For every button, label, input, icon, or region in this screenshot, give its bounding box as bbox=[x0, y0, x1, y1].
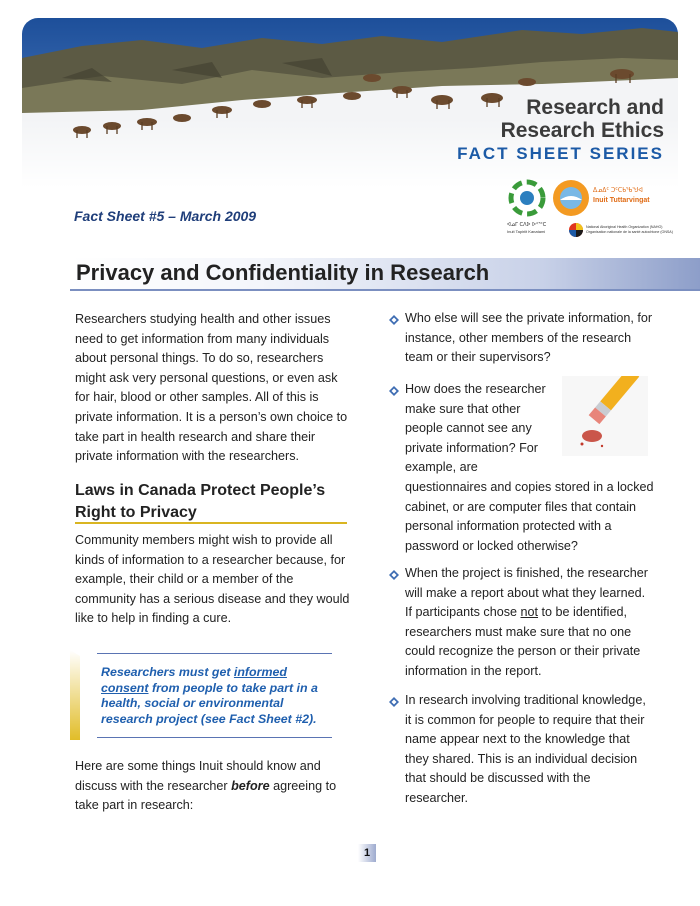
svg-text:Inuit Tuttarvingat: Inuit Tuttarvingat bbox=[593, 197, 650, 204]
intro-paragraph: Researchers studying health and other issues need to get information from many individuals about personal things. To do so, researchers might ask very personal questions, or even ask for hair, blood or other samples. All of this is private information. It is a person’s own choice to take part in health research and share their private information with the researchers. bbox=[75, 312, 348, 464]
diamond-bullet-icon bbox=[389, 570, 399, 580]
series-title bbox=[457, 96, 664, 165]
bullet-item-2-lines: How does the researcher make sure that other people cannot see any private information? For example, are bbox=[405, 382, 546, 475]
page-title: Privacy and Confidentiality in Research bbox=[76, 260, 490, 285]
bullet-item-3: When the project is finished, the researcher will make a report about what they learned. If participants chose not to be identified, researchers must make sure that no one could recognize the person or their private information in the report. bbox=[405, 566, 648, 678]
bullet-item-2-rest: questionnaires and copies stored in a locked cabinet, or are computer files that contain personal information protected with a password or locked otherwise? bbox=[405, 480, 654, 553]
bullet-item-4: In research involving traditional knowledge, it is common for people to require that their name appear next to the knowledge that they shared. This is an individual decision that should be discussed with the researcher. bbox=[405, 693, 646, 805]
svg-text:ᐊᓄᒥ ᑕᐱᐅ ᐅᑉᕐᑦᑕ: ᐊᓄᒥ ᑕᐱᐅ ᐅᑉᕐᑦᑕ bbox=[507, 222, 547, 228]
title-underline bbox=[70, 289, 700, 291]
svg-text:Inuit Tapiriit Kanatami: Inuit Tapiriit Kanatami bbox=[507, 229, 546, 234]
ask-paragraph: Here are some things Inuit should know and discuss with the researcher before agreeing to take part in research: bbox=[75, 759, 337, 813]
series-title-line2: Research Ethics bbox=[500, 119, 664, 142]
callout-bottom-rule bbox=[97, 737, 332, 738]
callout-top-rule bbox=[97, 653, 332, 654]
svg-text:National Aboriginal Health Org: National Aboriginal Health Organization (NAHO) bbox=[586, 225, 663, 229]
section-heading-rule bbox=[75, 522, 347, 524]
diamond-bullet-icon bbox=[389, 697, 399, 707]
diamond-bullet-icon bbox=[389, 386, 399, 396]
series-title-line1: Research and bbox=[526, 96, 664, 119]
informed-underlined: informed bbox=[233, 665, 287, 679]
inuit-tuttarvingat-logo bbox=[553, 180, 589, 216]
title-bar bbox=[70, 258, 700, 290]
before-emphasis: before bbox=[231, 778, 270, 793]
callout-accent-bar bbox=[70, 650, 80, 740]
consent-underlined: consent bbox=[101, 680, 149, 695]
section-heading-laws: Laws in Canada Protect People’s Right to Privacy bbox=[75, 482, 326, 521]
diamond-bullet-icon bbox=[389, 315, 399, 325]
header-banner-image bbox=[22, 18, 678, 188]
callout-consent: Researchers must get informed consent from people to take part in a health, social or environmental research project (see Fact Sheet #2). bbox=[101, 665, 318, 726]
svg-text:Organisation nationale de la s: Organisation nationale de la santé autochtone (ONSA) bbox=[586, 230, 673, 234]
naho-logo bbox=[569, 223, 583, 237]
pencil-eraser-image bbox=[562, 376, 648, 456]
bullet-item-1: Who else will see the private information, for instance, other members of the research team or their supervisors? bbox=[405, 311, 653, 365]
page-number: 1 bbox=[358, 844, 376, 862]
not-underlined: not bbox=[520, 605, 539, 620]
fact-sheet-label: Fact Sheet #5 – March 2009 bbox=[74, 208, 257, 224]
laws-paragraph: Community members might wish to provide all kinds of information to a researcher because, for example, their child or a member of the community has a serious disease and they would like to help in finding a cure. bbox=[75, 533, 350, 626]
partner-logos bbox=[505, 178, 675, 244]
series-title-line3: FACT SHEET SERIES bbox=[457, 144, 664, 163]
svg-text:ᐃᓄᐃᑦ ᑐᑦᑕᑲᖃᖑᐊ: ᐃᓄᐃᑦ ᑐᑦᑕᑲᖃᖑᐊ bbox=[593, 187, 643, 194]
itk-logo bbox=[511, 182, 543, 214]
